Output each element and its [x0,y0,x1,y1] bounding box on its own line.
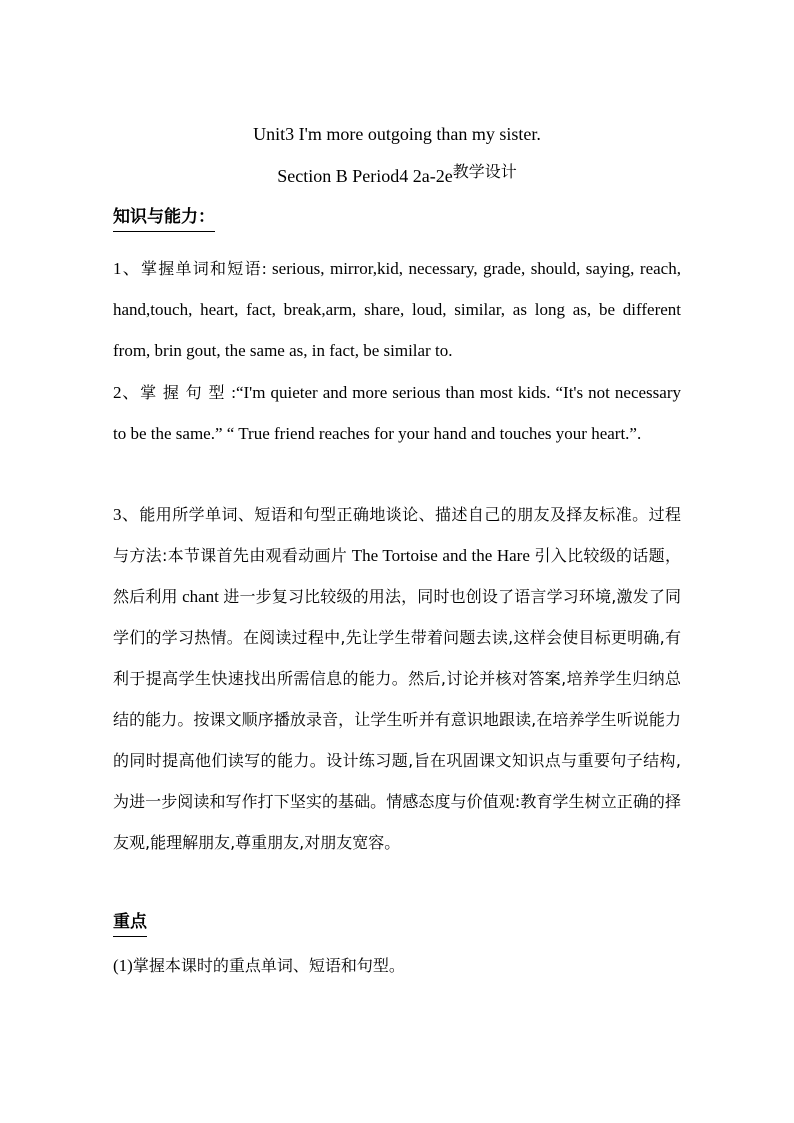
item-3-part-3: 进一步复习比较级的用法，同时也创设了语言学习环境,激发了同学们的学习热情。在阅读过程中,先让学生带着问题去读,这样会使目标更明确,有利于提高学生快速找出所需信息的能力。然后,讨论并核对答案,培养学生归纳总结的能力。按课文顺序播放录音，让学生听并有意识地跟读,在培养学生听说能力的同时提高他们读写的能力。设计练习题,旨在巩固课文知识点与重要句子结构,为进一步阅读和写作打下坚实的基础。情感态度与价值观:教育学生树立正确的择友观,能理解朋友,尊重朋友,对朋友宽容。 [113,587,681,852]
item-3-en-1: The Tortoise and the Hare [347,546,535,565]
key-point-text: 掌握本课时的重点单词、短语和句型。 [132,956,405,975]
item-3-en-2: chant [177,587,224,606]
item-3-number: 3、 [113,505,140,524]
key-point-number: (1) [113,956,133,975]
item-2-label: 掌握句型 [140,383,232,402]
subtitle-cn: 教学设计 [452,162,517,181]
key-point-item [113,954,405,978]
item-1-label: 掌握单词和短语 [141,259,262,278]
doc-subtitle [0,164,794,189]
doc-title [0,122,794,146]
title-line-1: Unit3 I'm more outgoing than my sister. [253,124,541,144]
item-3-part-1: 能用所学单词、短语和句型正确地谈论、描述自己的朋友及择友标准。过程与方法:本节课首先由观看动画片 [113,505,681,565]
item-1-text: : serious, mirror,kid, necessary, grade, should, saying, reach, hand,touch, heart, fact, break,arm, share, loud, similar, as long as, be different from, brin gout, the same as, in fact, be similar to. [113,259,681,360]
item-1-number: 1、 [113,259,142,278]
knowledge-heading: 知识与能力： [113,205,215,232]
item-2-number: 2、 [113,383,141,402]
item-3-paragraph [113,494,681,863]
item-2-paragraph [113,372,681,454]
item-2-text: :“I'm quieter and more serious than most kids. “It's not necessary to be the same.” “ True friend reaches for your hand and touches your heart.”. [113,383,681,443]
item-3-part-2: 引入比较级的话题，然后利用 [113,546,681,606]
subtitle-en: Section B Period4 2a-2e [277,166,453,186]
key-points-heading: 重点 [113,910,147,937]
item-1-paragraph [113,248,681,371]
